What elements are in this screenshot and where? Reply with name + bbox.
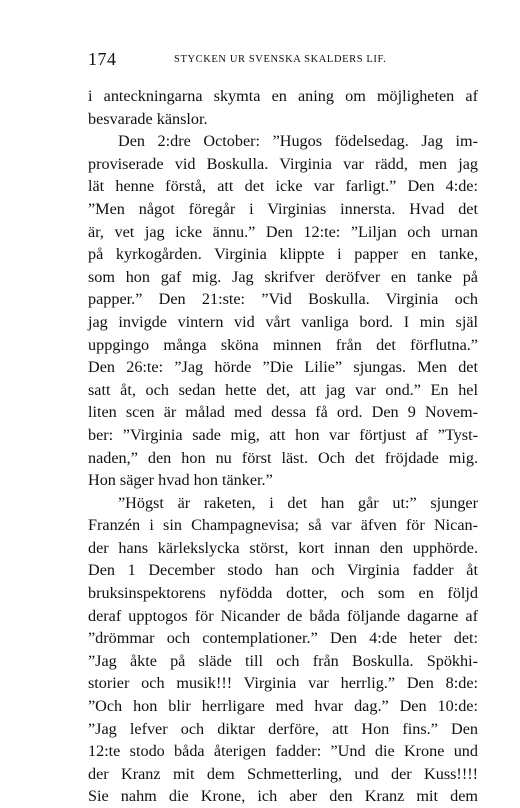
text-line: som hon gaf mig. Jag skrifver deröfver en tanke på: [88, 267, 478, 286]
body-text: [88, 85, 478, 808]
text-line: satt åt, och sedan hette det, att jag var ond.” En hel: [88, 380, 478, 399]
text-line: 12:te stodo båda återigen fadder: ”Und die Krone und: [88, 742, 478, 761]
text-line: jag invigde vintern vid vårt vanliga bord. I min själ: [88, 312, 478, 331]
text-line: besvarade känslor.: [88, 109, 208, 128]
text-line: ”Jag åkte på släde till och från Boskulla. Spökhi-: [88, 651, 478, 670]
page-number: 174: [88, 49, 117, 69]
text-line: storier och musik!!! Virginia var herrlig.” Den 8:de:: [88, 674, 478, 693]
text-line: der hans kärlekslycka störst, kort innan den upphörde.: [88, 538, 478, 557]
text-line: Den 26:te: ”Jag hörde ”Die Lilie” sjungas. Men det: [88, 358, 478, 377]
text-line: uppgingo många sköna minnen från det förflutna.”: [88, 335, 478, 354]
text-line: lät henne förstå, att det icke var farligt.” Den 4:de:: [88, 177, 478, 196]
text-line: der Kranz mit dem Schmetterling, und der Kuss!!!!: [88, 764, 478, 783]
text-line: naden,” den hon nu först läst. Och det fröjdade mig.: [88, 448, 478, 467]
text-line: i anteckningarna skymta en aning om möjligheten af: [88, 87, 478, 105]
text-line: liten scen är målad med dessa få ord. Den 9 Novem-: [88, 403, 478, 422]
text-line: ”Jag lefver och diktar derföre, att Hon fins.” Den: [88, 719, 478, 738]
text-line: deraf upptogos för Nicander de båda följande dagarne af: [88, 606, 478, 625]
text-line: ”Högst är raketen, i det han går ut:” sjunger: [118, 493, 478, 512]
text-line: Sie nahm die Krone, ich aber den Kranz mit dem: [88, 787, 478, 806]
text-line: Den 2:dre October: ”Hugos födelsedag. Jag im-: [118, 132, 478, 151]
text-line: proviserade vid Boskulla. Virginia var rädd, men jag: [88, 154, 478, 173]
text-line: ber: ”Virginia sade mig, att hon var förtjust af ”Tyst-: [88, 425, 478, 444]
text-line: ”Men något föregår i Virginias innersta. Hvad det: [88, 199, 478, 218]
running-title: STYCKEN UR SVENSKA SKALDERS LIF.: [174, 54, 387, 65]
text-line: ”Och hon blir herrligare med hvar dag.” Den 10:de:: [88, 697, 478, 716]
text-line: är, vet jag icke ännu.” Den 12:te: ”Liljan och urnan: [88, 222, 478, 241]
page-header: [88, 49, 474, 73]
text-line: på kyrkogården. Virginia klippte i papper en tanke,: [88, 245, 478, 264]
text-line: Hon säger hvad hon tänker.”: [88, 471, 273, 490]
text-line: Franzén i sin Champagnevisa; så var äfven för Nican-: [88, 516, 478, 535]
text-line: papper.” Den 21:ste: ”Vid Boskulla. Virginia och: [88, 290, 478, 309]
text-line: ”drömmar och contemplationer.” Den 4:de heter det:: [88, 629, 478, 648]
text-line: bruksinspektorens nyfödda dotter, och som en följd: [88, 584, 478, 603]
text-line: Den 1 December stodo han och Virginia fadder åt: [88, 561, 478, 580]
